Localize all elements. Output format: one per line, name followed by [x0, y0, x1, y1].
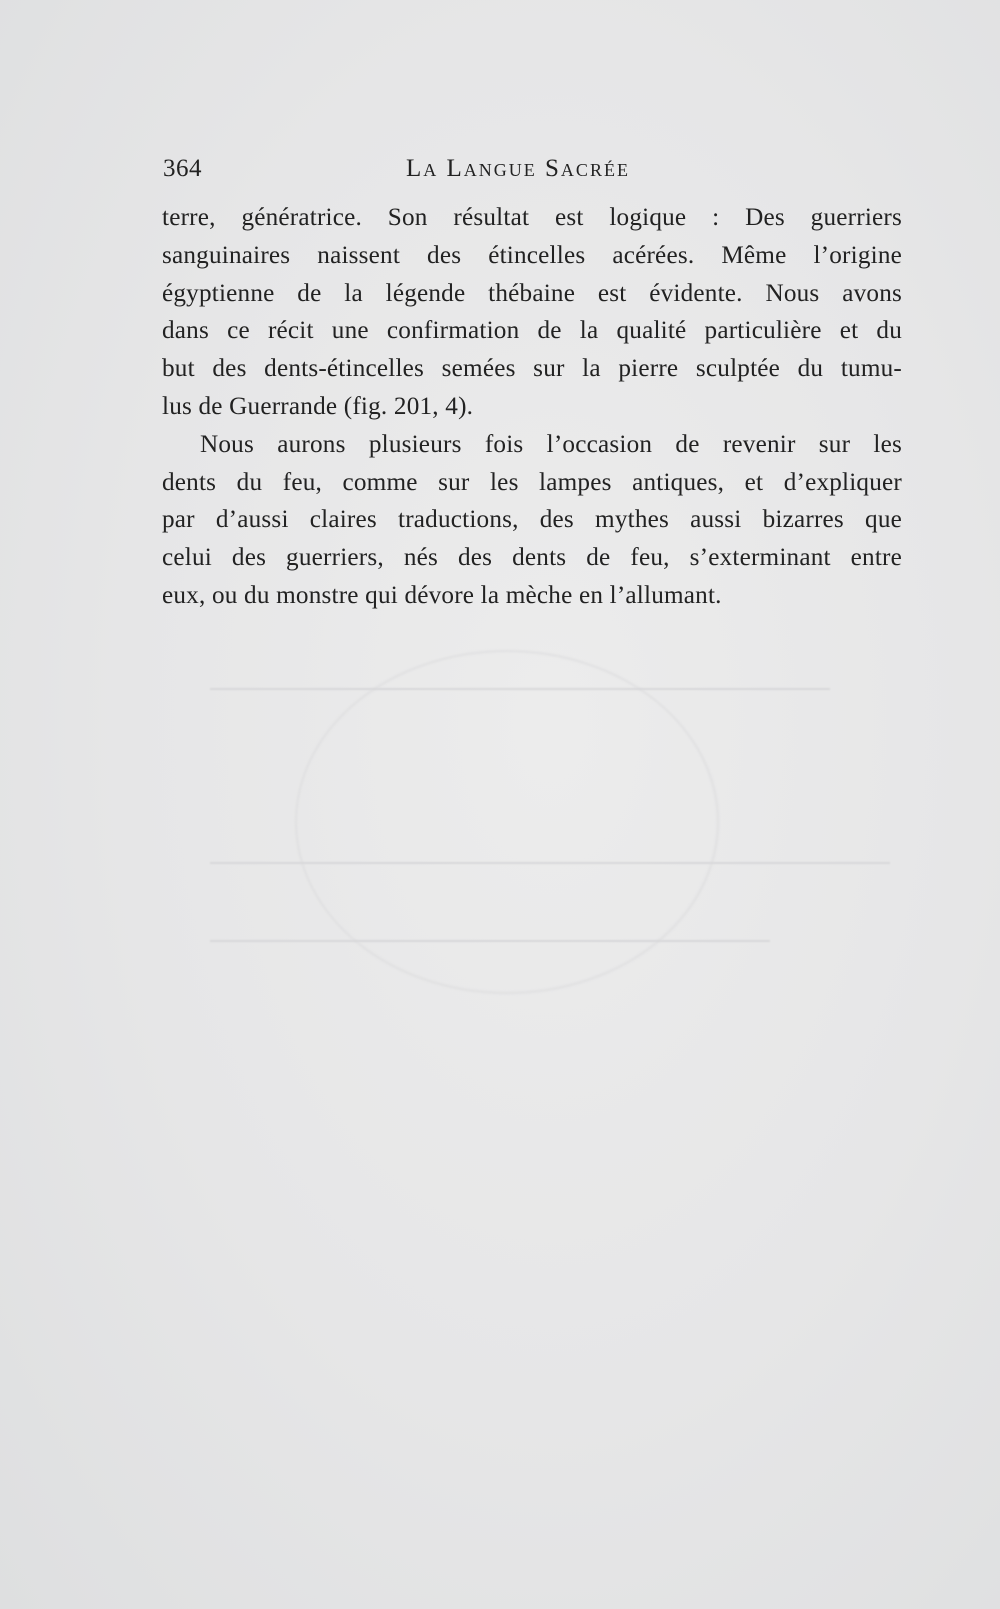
text-line: par d’aussi claires traductions, des mythes aussi bizarres que [162, 506, 902, 534]
bleed-through-rule [210, 940, 770, 942]
text-line: égyptienne de la légende thébaine est évidente. Nous avons [162, 279, 902, 307]
bleed-through-rule [210, 688, 830, 690]
bleed-through-rule [210, 862, 890, 864]
text-line: sanguinaires naissent des étincelles acérées. Même l’origine [162, 241, 902, 269]
running-title: La Langue Sacrée [406, 155, 630, 182]
paragraph [162, 426, 902, 615]
text-line: dents du feu, comme sur les lampes antiques, et d’expliquer [162, 468, 902, 496]
text-line: lus de Guerrande (fig. 201, 4). [162, 392, 474, 420]
paragraph [162, 199, 902, 426]
body-text [162, 199, 902, 615]
page-header [163, 155, 903, 191]
text-line: Nous aurons plusieurs fois l’occasion de revenir sur les [200, 430, 902, 458]
page-number: 364 [163, 155, 202, 182]
bleed-through-figure [295, 650, 719, 994]
text-line: eux, ou du monstre qui dévore la mèche en l’allumant. [162, 581, 722, 609]
text-line: celui des guerriers, nés des dents de feu, s’exterminant entre [162, 544, 902, 572]
text-line: dans ce récit une confirmation de la qualité particulière et du [162, 317, 902, 345]
text-line: terre, génératrice. Son résultat est logique : Des guerriers [162, 204, 902, 231]
text-line: but des dents-étincelles semées sur la pierre sculptée du tumu- [162, 355, 902, 383]
